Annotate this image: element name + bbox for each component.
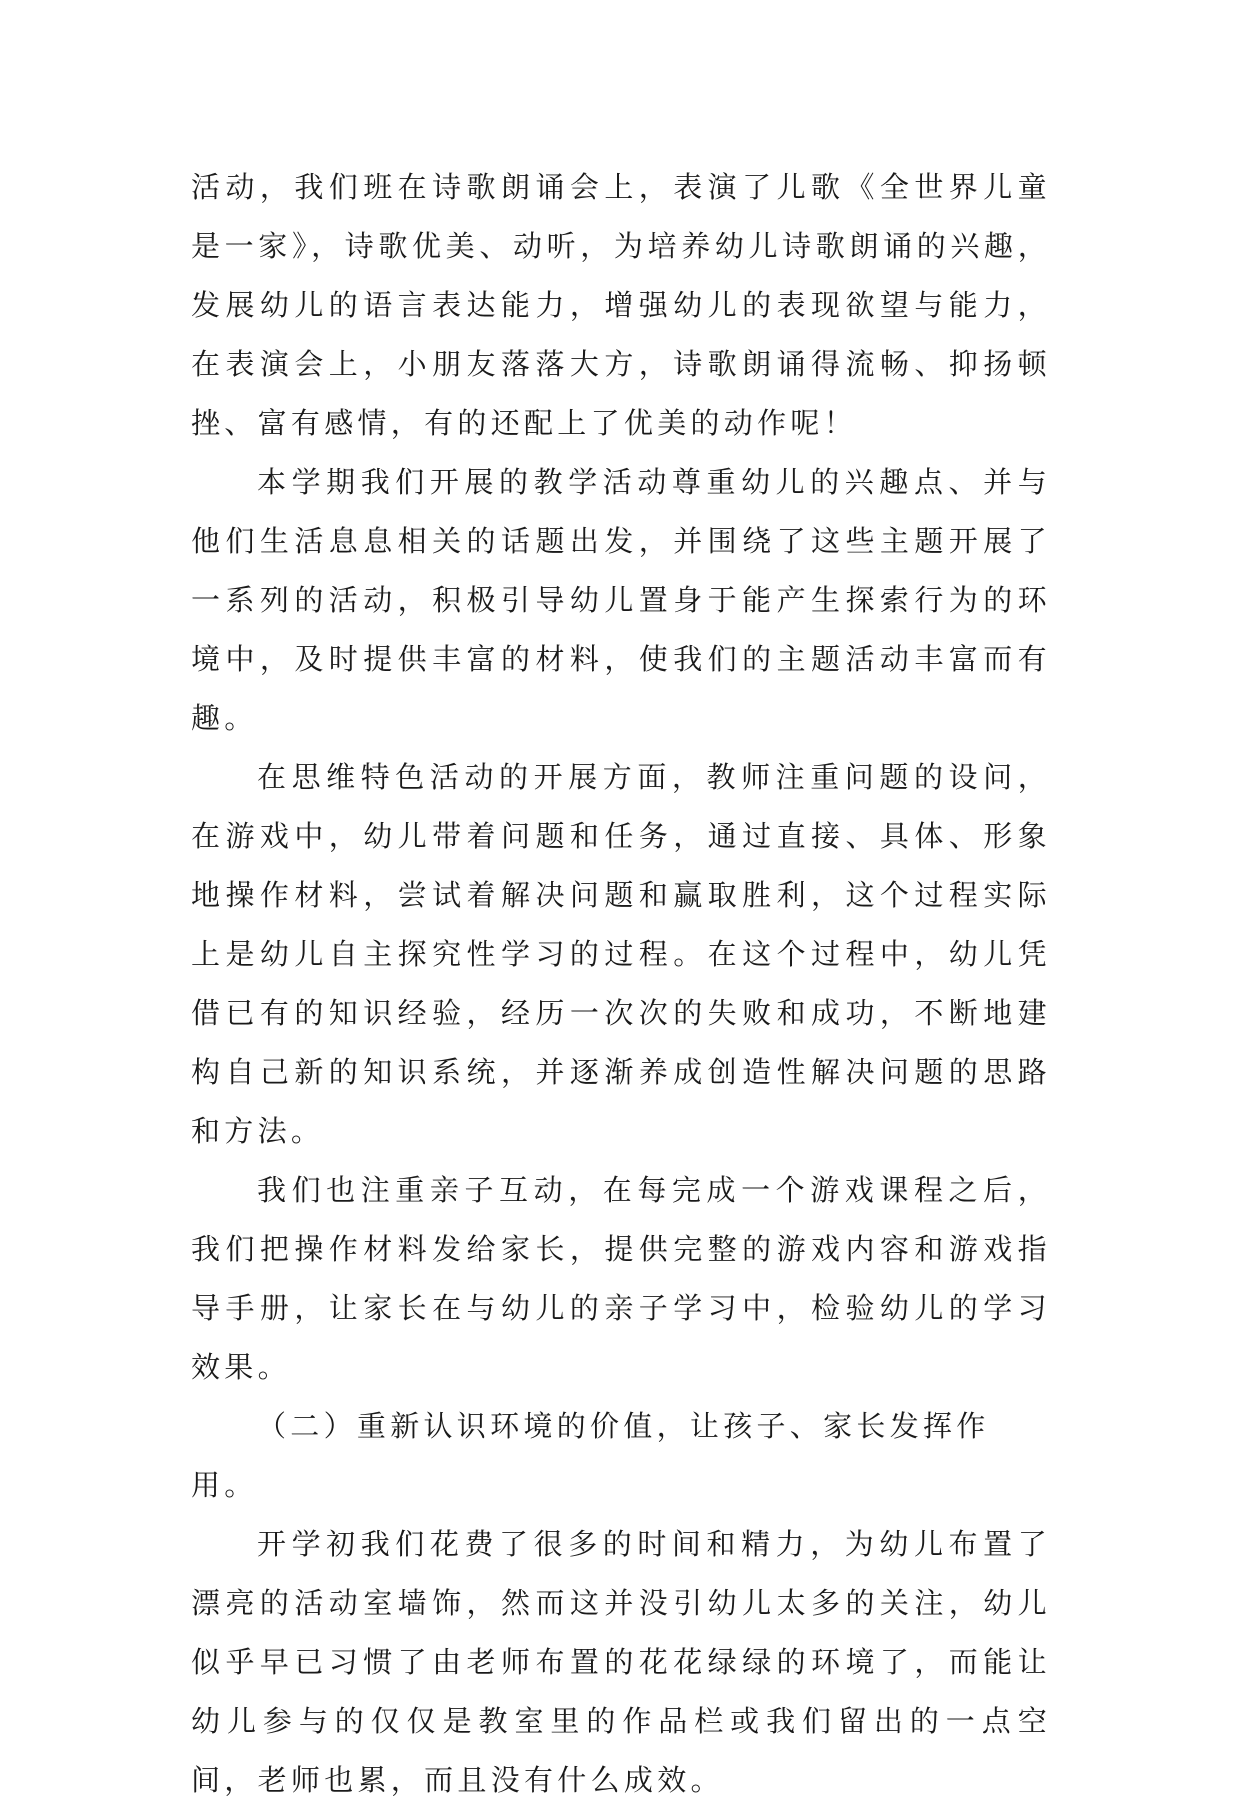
paragraph-parent-child: 我们也注重亲子互动，在每完成一个游戏课程之后，我们把操作材料发给家长，提供完整的游戏内容和游戏指导手册，让家长在与幼儿的亲子学习中，检验幼儿的学习效果。 xyxy=(191,1173,1051,1384)
paragraph-environment: 开学初我们花费了很多的时间和精力，为幼儿布置了漂亮的活动室墙饰，然而这并没引幼儿太多的关注，幼儿似乎早已习惯了由老师布置的花花绿绿的环境了，而能让幼儿参与的仅仅是教室里的作品栏或我们留出的一点空间，老师也累，而且没有什么成效。 xyxy=(191,1527,1051,1797)
paragraph-teaching-activities: 本学期我们开展的教学活动尊重幼儿的兴趣点、并与他们生活息息相关的话题出发，并围绕了这些主题开展了一系列的活动，积极引导幼儿置身于能产生探索行为的环境中，及时提供丰富的材料，使我们的主题活动丰富而有趣。 xyxy=(191,465,1051,735)
paragraph-activity-recital: 活动，我们班在诗歌朗诵会上，表演了儿歌《全世界儿童是一家》，诗歌优美、动听，为培养幼儿诗歌朗诵的兴趣，发展幼儿的语言表达能力，增强幼儿的表现欲望与能力，在表演会上，小朋友落落大方，诗歌朗诵得流畅、抑扬顿挫、富有感情，有的还配上了优美的动作呢！ xyxy=(191,170,1051,440)
body-text xyxy=(191,158,1051,1810)
paragraph-thinking-activities: 在思维特色活动的开展方面，教师注重问题的设问，在游戏中，幼儿带着问题和任务，通过直接、具体、形象地操作材料，尝试着解决问题和赢取胜利，这个过程实际上是幼儿自主探究性学习的过程。在这个过程中，幼儿凭借已有的知识经验，经历一次次的失败和成功，不断地建构自己新的知识系统，并逐渐养成创造性解决问题的思路和方法。 xyxy=(191,760,1051,1148)
section-subheading: （二）重新认识环境的价值，让孩子、家长发挥作用。 xyxy=(191,1409,990,1502)
